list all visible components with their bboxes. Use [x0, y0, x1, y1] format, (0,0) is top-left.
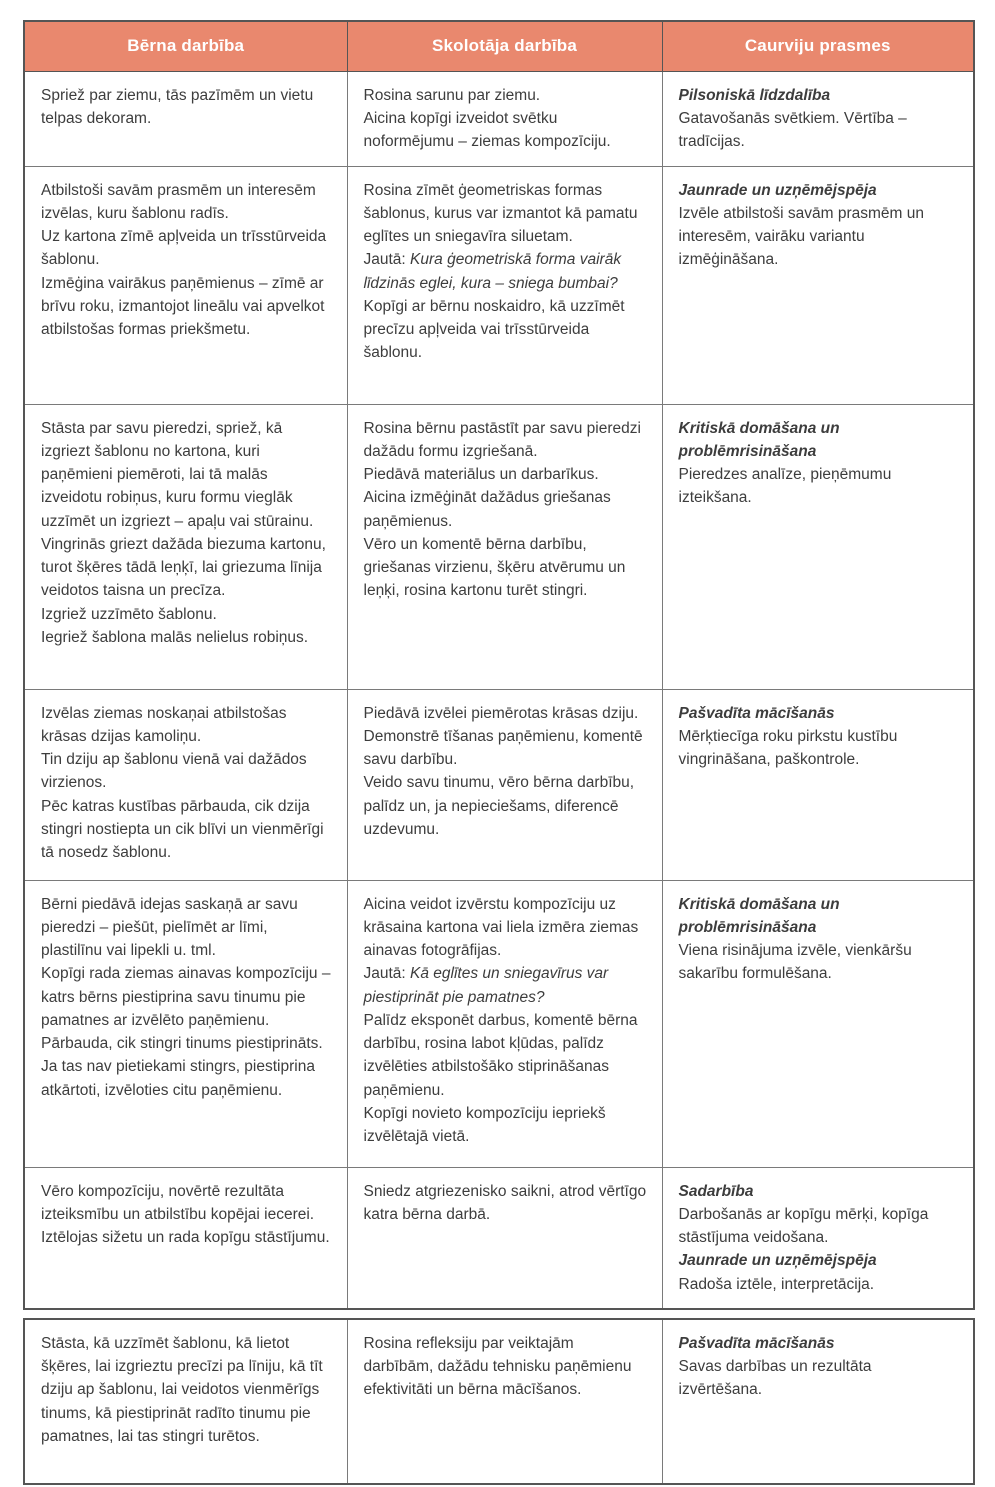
- cell-paragraph: [364, 486, 647, 533]
- table-cell: [347, 1167, 662, 1309]
- text-run: Kopīgi rada ziemas ainavas kompozīciju – katrs bērns piestiprina savu tinumu pie pamatnes ar izvēlēto paņēmienu.: [41, 965, 331, 1029]
- text-run: Vēro un komentē bērna darbību, griešanas virzienu, šķēru atvērumu un leņķi, rosina kartonu turēt stingri.: [363, 535, 626, 600]
- text-run: Iegriež šablona malās nelielus robiņus.: [41, 628, 309, 646]
- table-cell: [662, 71, 974, 166]
- text-run: Savas darbības un rezultāta izvērtēšana.: [678, 1358, 872, 1399]
- text-run: Tin dziju ap šablonu vienā vai dažādos virzienos.: [41, 751, 307, 792]
- text-run: Pieredzes analīze, pieņēmumu izteikšana.: [678, 466, 892, 507]
- cell-paragraph: [679, 202, 959, 272]
- text-run: Kopīgi ar bērnu noskaidro, kā uzzīmēt precīzu apļveida vai trīsstūrveida šablonu.: [363, 297, 625, 362]
- table-cell: [662, 880, 974, 1167]
- table-row: [24, 1319, 974, 1484]
- cell-paragraph: [679, 1203, 959, 1250]
- cell-paragraph: [679, 84, 959, 107]
- table-cell: [347, 404, 662, 689]
- table-cell: [24, 166, 347, 404]
- text-run: Kopīgi novieto kompozīciju iepriekš izvēlētajā vietā.: [363, 1104, 606, 1145]
- cell-paragraph: [41, 1226, 332, 1249]
- cell-paragraph: [679, 179, 959, 202]
- table-cell: [347, 880, 662, 1167]
- text-run: Darbošanās ar kopīgu mērķi, kopīga stāstījuma veidošana.: [678, 1205, 929, 1246]
- table-cell: [347, 166, 662, 404]
- text-run: Atbilstoši savām prasmēm un interesēm izvēlas, kuru šablonu radīs.: [41, 181, 316, 222]
- text-run: Rosina sarunu par ziemu.: [363, 86, 541, 104]
- text-run: Aicina kopīgi izveidot svētku noformējumu – ziemas kompozīciju.: [363, 109, 611, 150]
- cell-paragraph: [679, 1332, 959, 1355]
- cell-paragraph: [41, 225, 332, 272]
- text-run: Stāsta par savu pieredzi, spriež, kā izgriezt šablonu no kartona, kuri paņēmieni piemēroti, lai tā malās izveidotu robiņus, kuru formu vieglāk uzzīmēt un izgriezt – apaļu vai stūrainu.: [41, 419, 314, 530]
- cell-paragraph: [41, 272, 332, 342]
- text-run: Pēc katras kustības pārbauda, cik dzija stingri nostiepta un cik blīvi un vienmērīgi tā nosedz šablonu.: [41, 797, 324, 861]
- table-cell: [347, 689, 662, 880]
- text-run: Izgriež uzzīmēto šablonu.: [41, 605, 217, 623]
- cell-paragraph: [41, 893, 332, 963]
- table-row: [24, 880, 974, 1167]
- table-row: [24, 71, 974, 166]
- text-run: Bērni piedāvā idejas saskaņā ar savu pieredzi – piešūt, pielīmēt ar līmi, plastilīnu vai lipekli u. tml.: [41, 895, 298, 959]
- text-run: Jaunrade un uzņēmējspēja: [678, 1252, 877, 1270]
- cell-paragraph: [41, 1332, 332, 1448]
- table-cell: [662, 166, 974, 404]
- table-row: [24, 404, 974, 689]
- cell-paragraph: [364, 463, 647, 486]
- text-run: Uz kartona zīmē apļveida un trīsstūrveida šablonu.: [41, 228, 327, 269]
- text-run: Jaunrade un uzņēmējspēja: [678, 181, 877, 199]
- table-row: [24, 166, 974, 404]
- header-row: [24, 21, 974, 71]
- cell-paragraph: [679, 417, 959, 464]
- cell-paragraph: [364, 248, 647, 295]
- text-run: Kā eglītes un sniegavīrus var piestiprināt pie pamatnes?: [363, 965, 609, 1006]
- text-run: Iztēlojas sižetu un rada kopīgu stāstījumu.: [41, 1229, 330, 1246]
- cell-paragraph: [364, 1332, 647, 1402]
- text-run: Kura ģeometriskā forma vairāk līdzinās eglei, kura – sniega bumbai?: [363, 251, 622, 292]
- cell-paragraph: [364, 771, 647, 841]
- text-run: Rosina refleksiju par veiktajām darbībām, dažādu tehnisku paņēmienu efektivitāti un bērna mācīšanos.: [363, 1334, 632, 1399]
- text-run: Gatavošanās svētkiem. Vērtība – tradīcijas.: [678, 109, 907, 150]
- text-run: Piedāvā izvēlei piemērotas krāsas dziju.: [363, 704, 639, 722]
- cell-paragraph: [41, 417, 332, 533]
- text-run: Pašvadīta mācīšanās: [678, 704, 835, 722]
- table-cell: [24, 689, 347, 880]
- cell-paragraph: [364, 1102, 647, 1149]
- cell-paragraph: [41, 603, 332, 626]
- table-cell: [24, 1167, 347, 1309]
- cell-paragraph: [679, 939, 959, 986]
- cell-paragraph: [364, 179, 647, 249]
- cell-paragraph: [679, 1180, 959, 1203]
- cell-paragraph: [364, 295, 647, 365]
- table-header: [24, 21, 974, 71]
- text-run: Sadarbība: [678, 1182, 754, 1200]
- cell-paragraph: [41, 179, 332, 226]
- text-run: Pārbauda, cik stingri tinums piestiprināts.: [41, 1035, 323, 1052]
- table-cell: [662, 404, 974, 689]
- table-cell: [24, 404, 347, 689]
- cell-paragraph: [364, 962, 647, 1009]
- cell-paragraph: [41, 1032, 332, 1055]
- text-run: Kritiskā domāšana un problēmrisināšana: [678, 419, 840, 460]
- cell-paragraph: [41, 1055, 332, 1102]
- cell-paragraph: [41, 1180, 332, 1227]
- cell-paragraph: [364, 893, 647, 963]
- activities-table-continued: [23, 1318, 975, 1485]
- text-run: Veido savu tinumu, vēro bērna darbību, palīdz un, ja nepieciešams, diferencē uzdevumu.: [363, 774, 635, 838]
- cell-paragraph: [364, 84, 647, 107]
- cell-paragraph: [679, 893, 959, 940]
- text-run: Spriež par ziemu, tās pazīmēm un vietu telpas dekoram.: [41, 86, 314, 127]
- cell-paragraph: [41, 748, 332, 795]
- cell-paragraph: [364, 533, 647, 603]
- table-cell: [347, 71, 662, 166]
- text-run: Izvēlas ziemas noskaņai atbilstošas krāsas dzijas kamoliņu.: [41, 704, 287, 745]
- text-run: Radoša iztēle, interpretācija.: [678, 1275, 875, 1293]
- text-run: Aicina izmēģināt dažādus griešanas paņēmienus.: [363, 489, 611, 530]
- cell-paragraph: [364, 1009, 647, 1102]
- text-run: Ja tas nav pietiekami stingrs, piestiprina atkārtoti, izvēloties citu paņēmienu.: [41, 1058, 315, 1099]
- column-header-skolotaja-darbiba: Skolotāja darbība: [347, 21, 662, 71]
- text-run: Palīdz eksponēt darbus, komentē bērna darbību, rosina labot kļūdas, palīdz izvēlēties atbilstošāko stiprināšanas paņēmienu.: [363, 1011, 638, 1099]
- cell-paragraph: [679, 1273, 959, 1296]
- text-run: Piedāvā materiālus un darbarīkus.: [363, 466, 599, 483]
- text-run: Vingrinās griezt dažāda biezuma kartonu, turot šķēres tādā leņķī, lai griezuma līnija veidotos taisna un precīza.: [41, 535, 326, 600]
- cell-paragraph: [679, 725, 959, 772]
- cell-paragraph: [41, 626, 332, 649]
- text-run: Viena risinājuma izvēle, vienkāršu sakarību formulēšana.: [678, 942, 912, 983]
- cell-paragraph: [364, 725, 647, 772]
- text-run: Vēro kompozīciju, novērtē rezultāta izteiksmību un atbilstību kopējai iecerei.: [41, 1182, 315, 1223]
- table-section-gap: [23, 1310, 973, 1318]
- cell-paragraph: [41, 702, 332, 749]
- cell-paragraph: [41, 795, 332, 865]
- text-run: Kritiskā domāšana un problēmrisināšana: [678, 895, 840, 936]
- cell-paragraph: [41, 533, 332, 603]
- activities-table: [23, 20, 975, 1310]
- text-run: Rosina bērnu pastāstīt par savu pieredzi dažādu formu izgriešanā.: [363, 419, 641, 460]
- cell-paragraph: [364, 417, 647, 464]
- cell-paragraph: [41, 84, 332, 131]
- text-run: Pilsoniskā līdzdalība: [678, 86, 831, 104]
- text-run: Izmēģina vairākus paņēmienus – zīmē ar brīvu roku, izmantojot lineālu vai apvelkot atbilstošas formas priekšmetu.: [41, 274, 325, 338]
- text-run: Sniedz atgriezenisko saikni, atrod vērtīgo katra bērna darbā.: [363, 1182, 647, 1223]
- table-row: [24, 689, 974, 880]
- table-cell: [347, 1319, 662, 1484]
- table-cell: [662, 689, 974, 880]
- table-cell: [662, 1319, 974, 1484]
- cell-paragraph: [364, 1180, 647, 1227]
- table-row: [24, 1167, 974, 1309]
- text-run: Mērķtiecīga roku pirkstu kustību vingrināšana, paškontrole.: [678, 727, 898, 768]
- text-run: Izvēle atbilstoši savām prasmēm un interesēm, vairāku variantu izmēģināšana.: [678, 204, 925, 269]
- text-run: Stāsta, kā uzzīmēt šablonu, kā lietot šķēres, lai izgrieztu precīzi pa līniju, kā tīt dziju ap šablonu, lai veidotos vienmērīgs tinums, kā piestiprināt radīto tinumu pie pamatnes, lai tas stingri turētos.: [41, 1334, 323, 1445]
- text-run: Rosina zīmēt ģeometriskas formas šablonus, kurus var izmantot kā pamatu eglītes un sniegavīra siluetam.: [363, 181, 638, 245]
- table-body: [24, 71, 974, 1309]
- cell-paragraph: [41, 962, 332, 1032]
- text-run: Pašvadīta mācīšanās: [678, 1334, 835, 1352]
- cell-paragraph: [679, 1249, 959, 1272]
- cell-paragraph: [679, 463, 959, 510]
- table-cell: [24, 71, 347, 166]
- cell-paragraph: [679, 107, 959, 154]
- text-run: Aicina veidot izvērstu kompozīciju uz krāsaina kartona vai liela izmēra ziemas ainavas fotogrāfijas.: [363, 895, 639, 959]
- cell-paragraph: [364, 107, 647, 154]
- cell-paragraph: [364, 702, 647, 725]
- table-cell: [24, 880, 347, 1167]
- cell-paragraph: [679, 1355, 959, 1402]
- text-run: Demonstrē tīšanas paņēmienu, komentē savu darbību.: [363, 727, 643, 768]
- cell-paragraph: [679, 702, 959, 725]
- text-run: Jautā:: [363, 251, 411, 269]
- table-body-continued: [24, 1319, 974, 1484]
- table-cell: [662, 1167, 974, 1309]
- table-cell: [24, 1319, 347, 1484]
- column-header-berna-darbiba: Bērna darbība: [24, 21, 347, 71]
- text-run: Jautā:: [363, 965, 411, 983]
- column-header-caurviju-prasmes: Caurviju prasmes: [662, 21, 974, 71]
